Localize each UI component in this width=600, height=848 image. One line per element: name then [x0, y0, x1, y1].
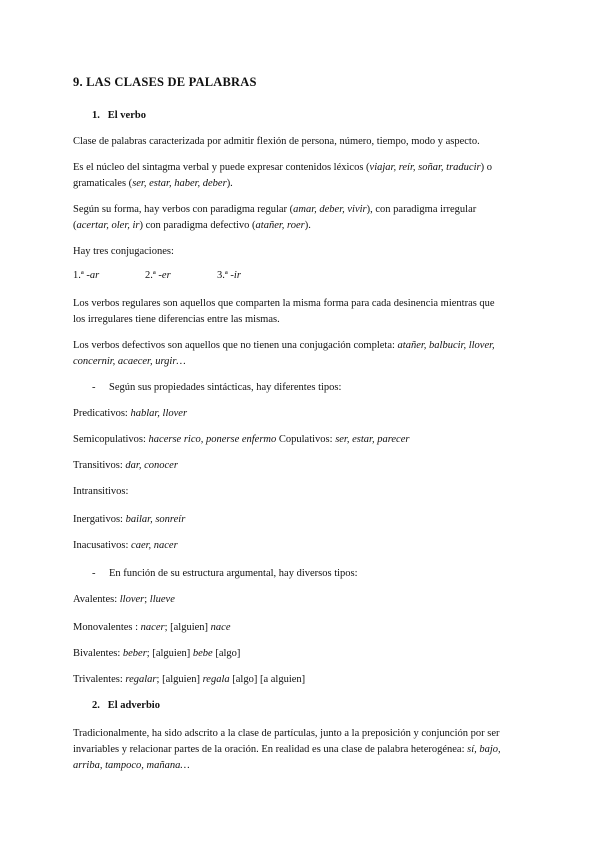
- conjugation-second: [145, 268, 171, 284]
- paragraph-adverbio-line3: [73, 758, 533, 774]
- item-label: Copulativos:: [276, 434, 336, 445]
- paragraph-regulares-line2: los irregulares tiene diferencias entre las mismas.: [73, 314, 280, 325]
- paragraph-nucleo-line1: [73, 160, 533, 176]
- example-text: beber: [122, 648, 147, 659]
- text: gramaticales (: [73, 178, 133, 189]
- bullet-dash: -: [92, 568, 96, 579]
- section-heading-verbo: [92, 108, 552, 124]
- conjugation-ending: -ir: [230, 270, 241, 281]
- paragraph-adverbio-line1: Tradicionalmente, ha sido adscrito a la clase de partículas, junto a la preposición y conjunción por ser: [73, 728, 500, 739]
- text: ; [alguien]: [146, 648, 193, 659]
- example-text: atañer, roer: [255, 220, 305, 231]
- text: ).: [226, 178, 233, 189]
- example-text: caer, nacer: [131, 540, 178, 551]
- section-heading-adverbio: [92, 698, 552, 714]
- conjugation-ending: -ar: [86, 270, 100, 281]
- example-text: bebe: [192, 648, 213, 659]
- paragraph-nucleo-line2: [73, 176, 533, 192]
- example-text: arriba, tampoco, mañana…: [73, 760, 190, 771]
- example-text: hacerse rico, ponerse enfermo: [148, 434, 277, 445]
- item-label: Semicopulativos:: [73, 434, 149, 445]
- item-intransitivos: Intransitivos:: [73, 486, 129, 497]
- text: Los verbos defectivos son aquellos que no tienen una conjugación completa:: [73, 340, 398, 351]
- item-bivalentes: [73, 646, 533, 662]
- example-text: sí, bajo,: [467, 744, 501, 755]
- example-text: nacer: [140, 622, 165, 633]
- item-monovalentes: [73, 620, 533, 636]
- paragraph-definition: Clase de palabras caracterizada por admitir flexión de persona, número, tiempo, modo y aspecto.: [73, 136, 480, 147]
- bullet-argumental: En función de su estructura argumental, hay diversos tipos:: [109, 568, 358, 579]
- paragraph-defectivos-line2: [73, 354, 533, 370]
- item-label: Avalentes:: [73, 594, 120, 605]
- text: Según su forma, hay verbos con paradigma regular (: [73, 204, 294, 215]
- paragraph-defectivos-line1: [73, 338, 533, 354]
- item-label: Inergativos:: [73, 514, 126, 525]
- page-title: 9. LAS CLASES DE PALABRAS: [73, 75, 257, 89]
- example-text: hablar, llover: [130, 408, 188, 419]
- item-transitivos: [73, 458, 533, 474]
- bullet-dash: -: [92, 382, 96, 393]
- conjugation-number: 2.ª: [145, 270, 156, 281]
- item-inacusativos: [73, 538, 533, 554]
- text: [algo] [a alguien]: [229, 674, 306, 685]
- item-label: Bivalentes:: [73, 648, 123, 659]
- item-label: Transitivos:: [73, 460, 126, 471]
- example-text: amar, deber, vivir: [293, 204, 367, 215]
- text: ).: [304, 220, 311, 231]
- text: ; [alguien]: [164, 622, 211, 633]
- example-text: viajar, reír, soñar, traducir: [369, 162, 481, 173]
- text: invariables y relacionar partes de la oración. En realidad es una clase de palabra heterogénea:: [73, 744, 468, 755]
- item-trivalentes: [73, 672, 533, 688]
- example-text: llover: [119, 594, 145, 605]
- paragraph-regulares-line1: Los verbos regulares son aquellos que comparten la misma forma para cada desinencia mientras que: [73, 298, 495, 309]
- section-title: El adverbio: [107, 700, 160, 711]
- section-number: 2.: [92, 700, 100, 711]
- text: ) o: [480, 162, 492, 173]
- example-text: regalar: [125, 674, 157, 685]
- section-number: 1.: [92, 110, 100, 121]
- bullet-sintacticas: Según sus propiedades sintácticas, hay diferentes tipos:: [109, 382, 342, 393]
- example-text: bailar, sonreír: [125, 514, 186, 525]
- section-title: El verbo: [107, 110, 146, 121]
- text: ; [alguien]: [156, 674, 203, 685]
- example-text: regala: [202, 674, 230, 685]
- item-label: Monovalentes :: [73, 622, 141, 633]
- text: ;: [144, 594, 150, 605]
- paragraph-forma-line2: [73, 218, 533, 234]
- conjugation-first: [73, 268, 99, 284]
- item-predicativos: [73, 406, 533, 422]
- conjugation-number: 3.ª: [217, 270, 228, 281]
- text: [algo]: [212, 648, 241, 659]
- text: Es el núcleo del sintagma verbal y puede expresar contenidos léxicos (: [73, 162, 370, 173]
- paragraph-adverbio-line2: [73, 742, 533, 758]
- example-text: acertar, oler, ir: [76, 220, 140, 231]
- example-text: ser, estar, haber, deber: [132, 178, 227, 189]
- paragraph-forma-line1: [73, 202, 533, 218]
- text: (: [73, 220, 77, 231]
- conjugation-third: [217, 268, 241, 284]
- text: ) con paradigma defectivo (: [139, 220, 256, 231]
- item-inergativos: [73, 512, 533, 528]
- example-text: ser, estar, parecer: [335, 434, 410, 445]
- example-text: atañer, balbucir, llover,: [397, 340, 495, 351]
- conjugation-number: 1.ª: [73, 270, 84, 281]
- item-label: Predicativos:: [73, 408, 131, 419]
- example-text: concernir, acaecer, urgir…: [73, 356, 186, 367]
- example-text: dar, conocer: [125, 460, 178, 471]
- example-text: llueve: [149, 594, 175, 605]
- text: ), con paradigma irregular: [366, 204, 477, 215]
- item-avalentes: [73, 592, 533, 608]
- item-semicopulativos: [73, 432, 533, 448]
- example-text: nace: [210, 622, 231, 633]
- paragraph-conjugaciones: Hay tres conjugaciones:: [73, 246, 174, 257]
- item-label: Inacusativos:: [73, 540, 132, 551]
- item-label: Trivalentes:: [73, 674, 126, 685]
- conjugation-ending: -er: [158, 270, 171, 281]
